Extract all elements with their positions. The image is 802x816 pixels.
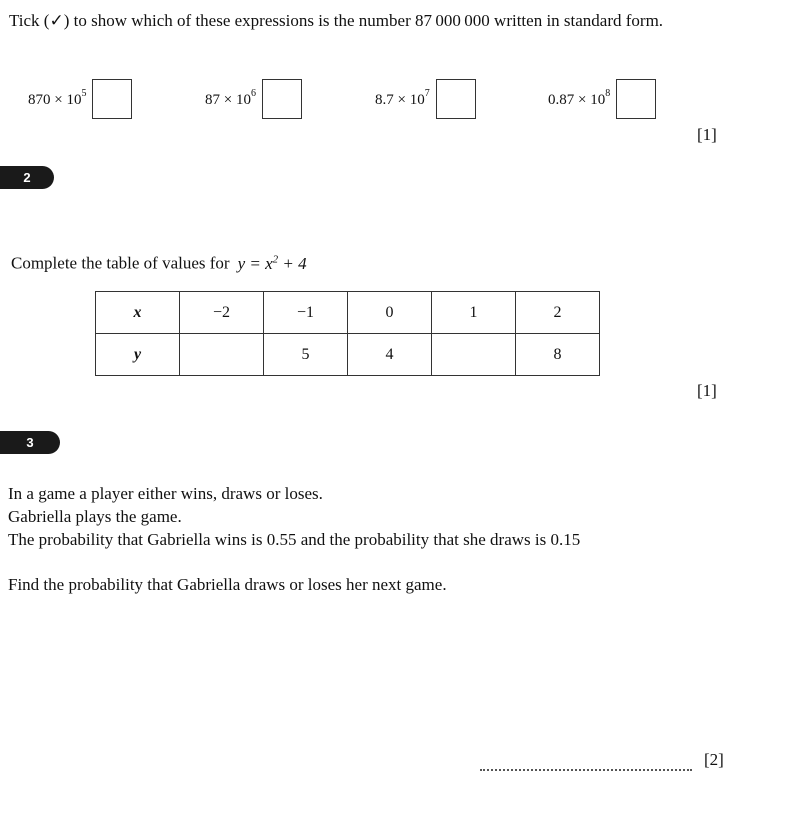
- option-3-expression: $8.7 \times 10^7$: [375, 87, 430, 108]
- question-3-line-2: Gabriella plays the game.: [8, 507, 182, 526]
- table-row-x: [96, 292, 600, 334]
- question-2-instruction-text: Complete the table of values for: [11, 253, 230, 273]
- y-value-cell: 8: [516, 334, 600, 376]
- x-value-cell: 1: [432, 292, 516, 334]
- y-answer-cell[interactable]: [432, 334, 516, 376]
- question-3-marks: [2]: [704, 750, 724, 769]
- x-value-cell: 0: [348, 292, 432, 334]
- question-1-marks: [1]: [697, 125, 717, 144]
- option-1-expression: $870 \times 10^5$: [28, 87, 87, 108]
- y-answer-cell[interactable]: [180, 334, 264, 376]
- question-2-number-badge: 2: [0, 166, 54, 189]
- table-of-values: [95, 291, 600, 376]
- option-1: [28, 76, 132, 122]
- option-2-expression: $87 \times 10^6$: [205, 87, 256, 108]
- question-2-instruction: [11, 248, 307, 275]
- equation: $y = x^2 + 4$: [237, 253, 307, 273]
- question-3-line-3: The probability that Gabriella wins is 0.55 and the probability that she draws is 0.15: [8, 530, 581, 549]
- question-3-number-badge: 3: [0, 431, 60, 454]
- y-value-cell: 5: [264, 334, 348, 376]
- y-header-cell: y: [96, 334, 180, 376]
- option-4-tick-box[interactable]: [616, 79, 656, 119]
- question-2-marks: [1]: [697, 381, 717, 400]
- option-1-tick-box[interactable]: [92, 79, 132, 119]
- option-4: [548, 76, 656, 122]
- question-3-task: Find the probability that Gabriella draws or loses her next game.: [8, 575, 447, 594]
- answer-line[interactable]: [480, 769, 692, 771]
- x-header-cell: x: [96, 292, 180, 334]
- question-1-instruction: Tick (✓) to show which of these expressions is the number 87 000 000 written in standard form.: [9, 11, 664, 30]
- option-4-expression: $0.87 \times 10^8$: [548, 87, 611, 108]
- option-2-tick-box[interactable]: [262, 79, 302, 119]
- option-2: [205, 76, 302, 122]
- question-3-line-1: In a game a player either wins, draws or loses.: [8, 484, 323, 503]
- y-value-cell: 4: [348, 334, 432, 376]
- option-3-tick-box[interactable]: [436, 79, 476, 119]
- x-value-cell: −1: [264, 292, 348, 334]
- table-row-y: [96, 334, 600, 376]
- x-value-cell: 2: [516, 292, 600, 334]
- option-3: [375, 76, 476, 122]
- x-value-cell: −2: [180, 292, 264, 334]
